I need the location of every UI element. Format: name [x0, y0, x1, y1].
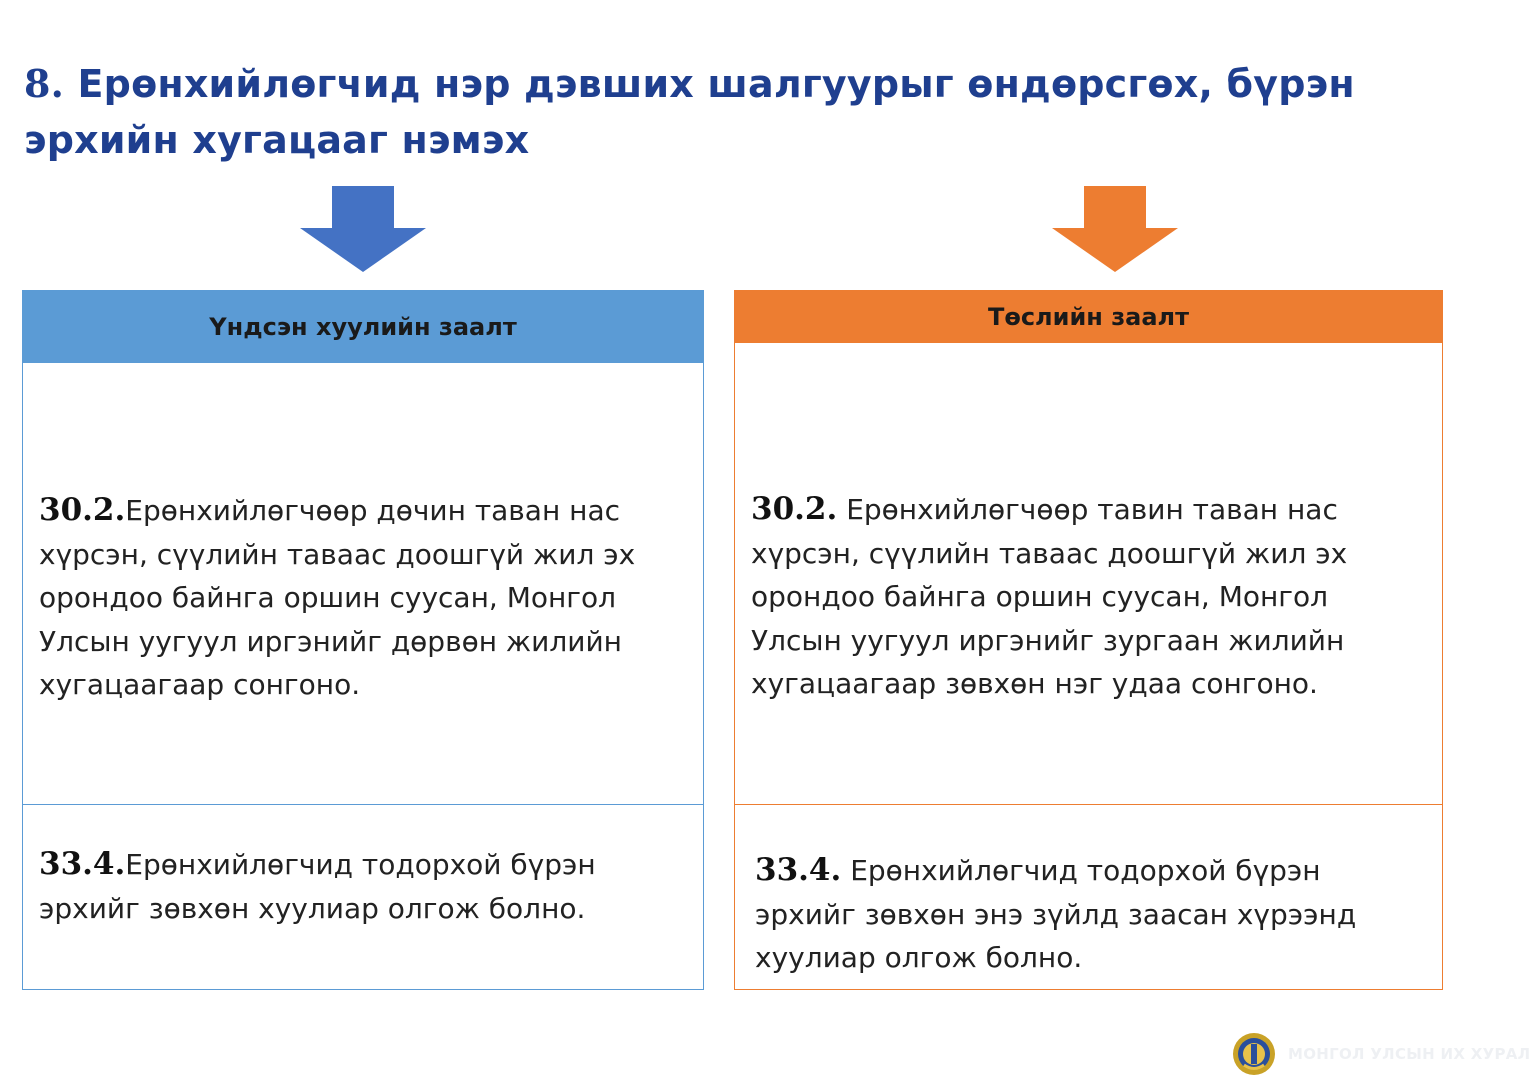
clause-text: Ерөнхийлөгчөөр дөчин таван нас хүрсэн, сүүлийн таваас доошгүй жил эх орондоо байнга оршин суусан, Монгол Улсын уугуул иргэнийг дөрвөн жилийн хугацаагаар сонгоно.	[39, 494, 636, 701]
clause-ref: 33.4.	[39, 846, 126, 882]
clause-text: Ерөнхийлөгчөөр тавин таван нас хүрсэн, сүүлийн таваас доошгүй жил эх орондоо байнга оршин суусан, Монгол Улсын уугуул иргэнийг зургаан жилийн хугацаагаар зөвхөн нэг удаа сонгоно.	[751, 493, 1348, 700]
constitution-header: Үндсэн хуулийн заалт	[23, 291, 703, 363]
clause-ref: 30.2.	[39, 492, 126, 528]
draft-clause-30-2	[735, 343, 1442, 805]
down-arrow-orange-icon	[1052, 186, 1178, 272]
draft-header: Төслийн заалт	[735, 291, 1442, 343]
slide-title	[24, 56, 1464, 168]
clause-text: Ерөнхийлөгчид тодорхой бүрэн эрхийг зөвхөн энэ зүйлд заасан хүрээнд хуулиар олгож болно.	[755, 854, 1357, 974]
draft-panel	[734, 290, 1443, 990]
constitution-panel	[22, 290, 704, 990]
title-text: Ерөнхийлөгчид нэр дэвших шалгуурыг өндөрсгөх, бүрэн эрхийн хугацааг нэмэх	[24, 62, 1355, 162]
clause-ref: 33.4.	[755, 852, 842, 888]
draft-clause-33-4	[735, 805, 1442, 989]
state-emblem-icon	[1232, 1032, 1276, 1076]
footer-logo	[1232, 1032, 1530, 1076]
clause-text: Ерөнхийлөгчид тодорхой бүрэн эрхийг зөвхөн хуулиар олгож болно.	[39, 848, 596, 925]
footer-text: МОНГОЛ УЛСЫН ИХ ХУРАЛ	[1288, 1045, 1530, 1063]
clause-ref: 30.2.	[751, 491, 838, 527]
down-arrow-blue-icon	[300, 186, 426, 272]
constitution-clause-33-4	[23, 805, 703, 989]
title-number: 8.	[24, 61, 65, 106]
constitution-clause-30-2	[23, 363, 703, 805]
